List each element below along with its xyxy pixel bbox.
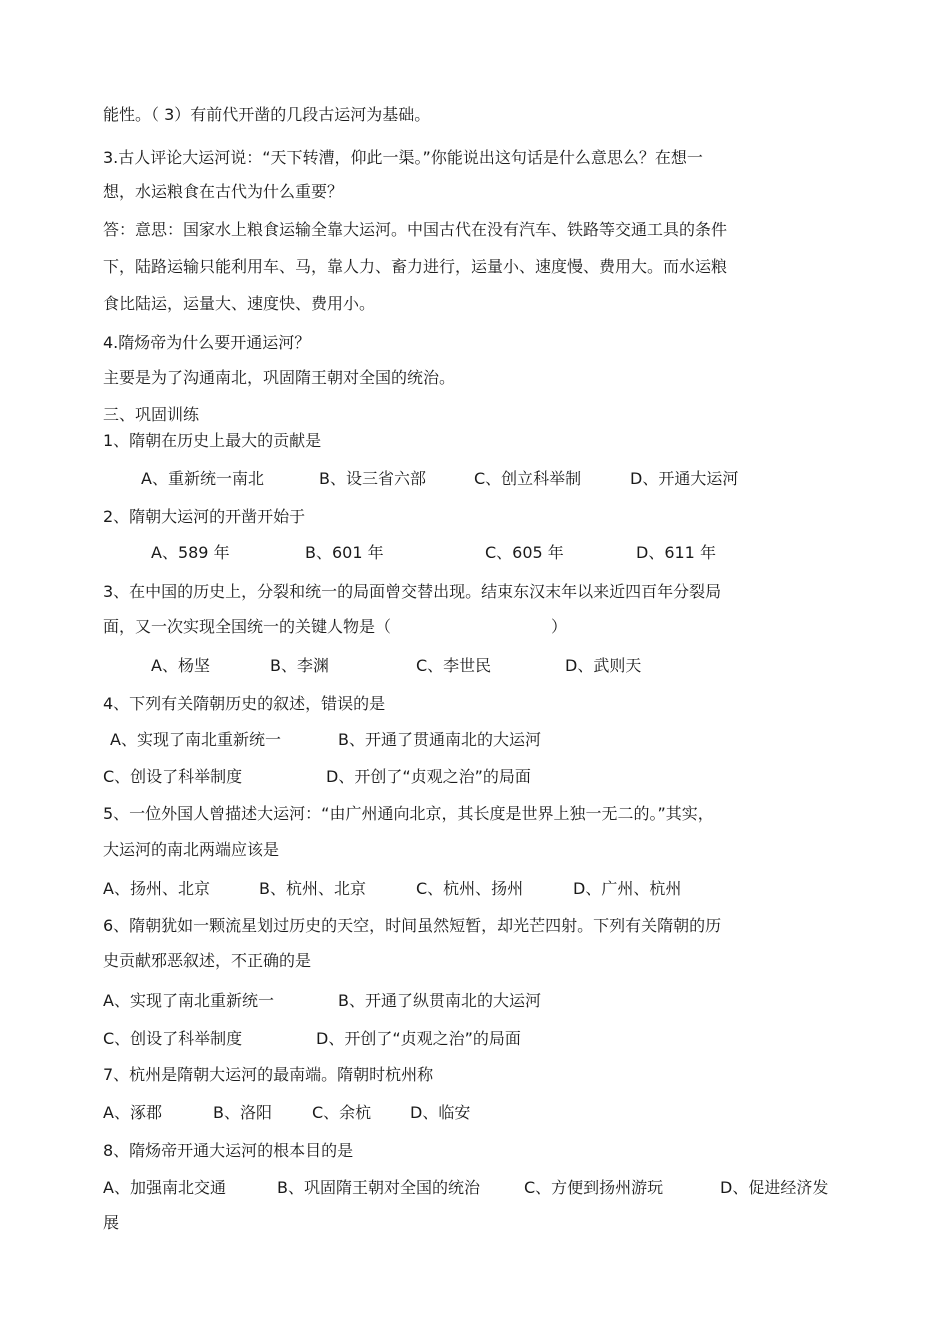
mcq-5-option-c: C、杭州、扬州 (416, 879, 524, 898)
mcq-3-stem-line-1: 3、在中国的历史上，分裂和统一的局面曾交替出现。结束东汉末年以来近四百年分裂局 (103, 582, 722, 601)
mcq-3-option-a: A、杨坚 (151, 656, 210, 675)
mcq-5-option-d: D、广州、杭州 (573, 879, 682, 898)
mcq-7-option-c: C、余杭 (312, 1103, 372, 1122)
text-line: 能性。（ 3）有前代开凿的几段古运河为基础。 (103, 105, 431, 124)
answer-3-line-1: 答：意思：国家水上粮食运输全靠大运河。中国古代在没有汽车、铁路等交通工具的条件 (103, 220, 728, 239)
mcq-7-option-a: A、涿郡 (103, 1103, 162, 1122)
mcq-4-option-c: C、创设了科举制度 (103, 767, 243, 786)
answer-3-line-2: 下，陆路运输只能利用车、马，靠人力、畜力进行，运量小、速度慢、费用大。而水运粮 (103, 257, 728, 276)
mcq-8-option-a: A、加强南北交通 (103, 1178, 226, 1197)
question-3-line-2: 想，水运粮食在古代为什么重要？ (103, 182, 344, 201)
mcq-6-option-a: A、实现了南北重新统一 (103, 991, 274, 1010)
mcq-2-option-a: A、589 年 (151, 543, 230, 562)
mcq-8-option-c: C、方便到扬州游玩 (524, 1178, 664, 1197)
mcq-1-option-c: C、创立科举制 (474, 469, 582, 488)
mcq-8-option-d: D、促进经济发 (720, 1178, 829, 1197)
mcq-6-option-b: B、开通了纵贯南北的大运河 (338, 991, 541, 1010)
mcq-8-stem: 8、隋炀帝开通大运河的根本目的是 (103, 1141, 354, 1160)
answer-3-line-3: 食比陆运，运量大、速度快、费用小。 (103, 294, 376, 313)
mcq-4-option-a: A、实现了南北重新统一 (110, 730, 281, 749)
mcq-3-option-d: D、武则天 (565, 656, 642, 675)
mcq-8-option-b: B、巩固隋王朝对全国的统治 (277, 1178, 480, 1197)
mcq-3-option-c: C、李世民 (416, 656, 492, 675)
mcq-3-option-b: B、李渊 (270, 656, 329, 675)
question-4: 4.隋炀帝为什么要开通运河？ (103, 333, 311, 352)
mcq-6-option-c: C、创设了科举制度 (103, 1029, 243, 1048)
mcq-1-stem: 1、隋朝在历史上最大的贡献是 (103, 431, 322, 450)
mcq-6-stem-line-2: 史贡献邪恶叙述，不正确的是 (103, 951, 312, 970)
mcq-2-option-d: D、611 年 (636, 543, 716, 562)
mcq-5-option-b: B、杭州、北京 (259, 879, 366, 898)
question-3-line-1: 3.古人评论大运河说：“天下转漕，仰此一渠。”你能说出这句话是什么意思么？在想一 (103, 148, 703, 167)
mcq-5-stem-line-2: 大运河的南北两端应该是 (103, 840, 280, 859)
mcq-3-closing-paren: ） (551, 617, 568, 636)
answer-4: 主要是为了沟通南北，巩固隋王朝对全国的统治。 (103, 368, 456, 387)
mcq-4-stem: 4、下列有关隋朝历史的叙述，错误的是 (103, 694, 386, 713)
mcq-2-option-b: B、601 年 (305, 543, 384, 562)
section-heading: 三、巩固训练 (103, 405, 200, 424)
mcq-6-stem-line-1: 6、隋朝犹如一颗流星划过历史的天空，时间虽然短暂，却光芒四射。下列有关隋朝的历 (103, 916, 722, 935)
mcq-7-stem: 7、杭州是隋朝大运河的最南端。隋朝时杭州称 (103, 1065, 434, 1084)
mcq-5-option-a: A、扬州、北京 (103, 879, 210, 898)
mcq-2-stem: 2、隋朝大运河的开凿开始于 (103, 507, 306, 526)
mcq-3-stem-line-2: 面，又一次实现全国统一的关键人物是（ (103, 617, 392, 636)
mcq-5-stem-line-1: 5、一位外国人曾描述大运河：“由广州通向北京，其长度是世界上独一无二的。”其实， (103, 804, 714, 823)
mcq-7-option-b: B、洛阳 (213, 1103, 272, 1122)
mcq-4-option-d: D、开创了“贞观之治”的局面 (326, 767, 531, 786)
mcq-8-option-d-wrap: 展 (103, 1213, 120, 1232)
mcq-1-option-d: D、开通大运河 (630, 469, 739, 488)
mcq-4-option-b: B、开通了贯通南北的大运河 (338, 730, 541, 749)
mcq-6-option-d: D、开创了“贞观之治”的局面 (316, 1029, 521, 1048)
mcq-1-option-b: B、设三省六部 (319, 469, 426, 488)
mcq-2-option-c: C、605 年 (485, 543, 564, 562)
mcq-7-option-d: D、临安 (410, 1103, 471, 1122)
mcq-1-option-a: A、重新统一南北 (141, 469, 264, 488)
